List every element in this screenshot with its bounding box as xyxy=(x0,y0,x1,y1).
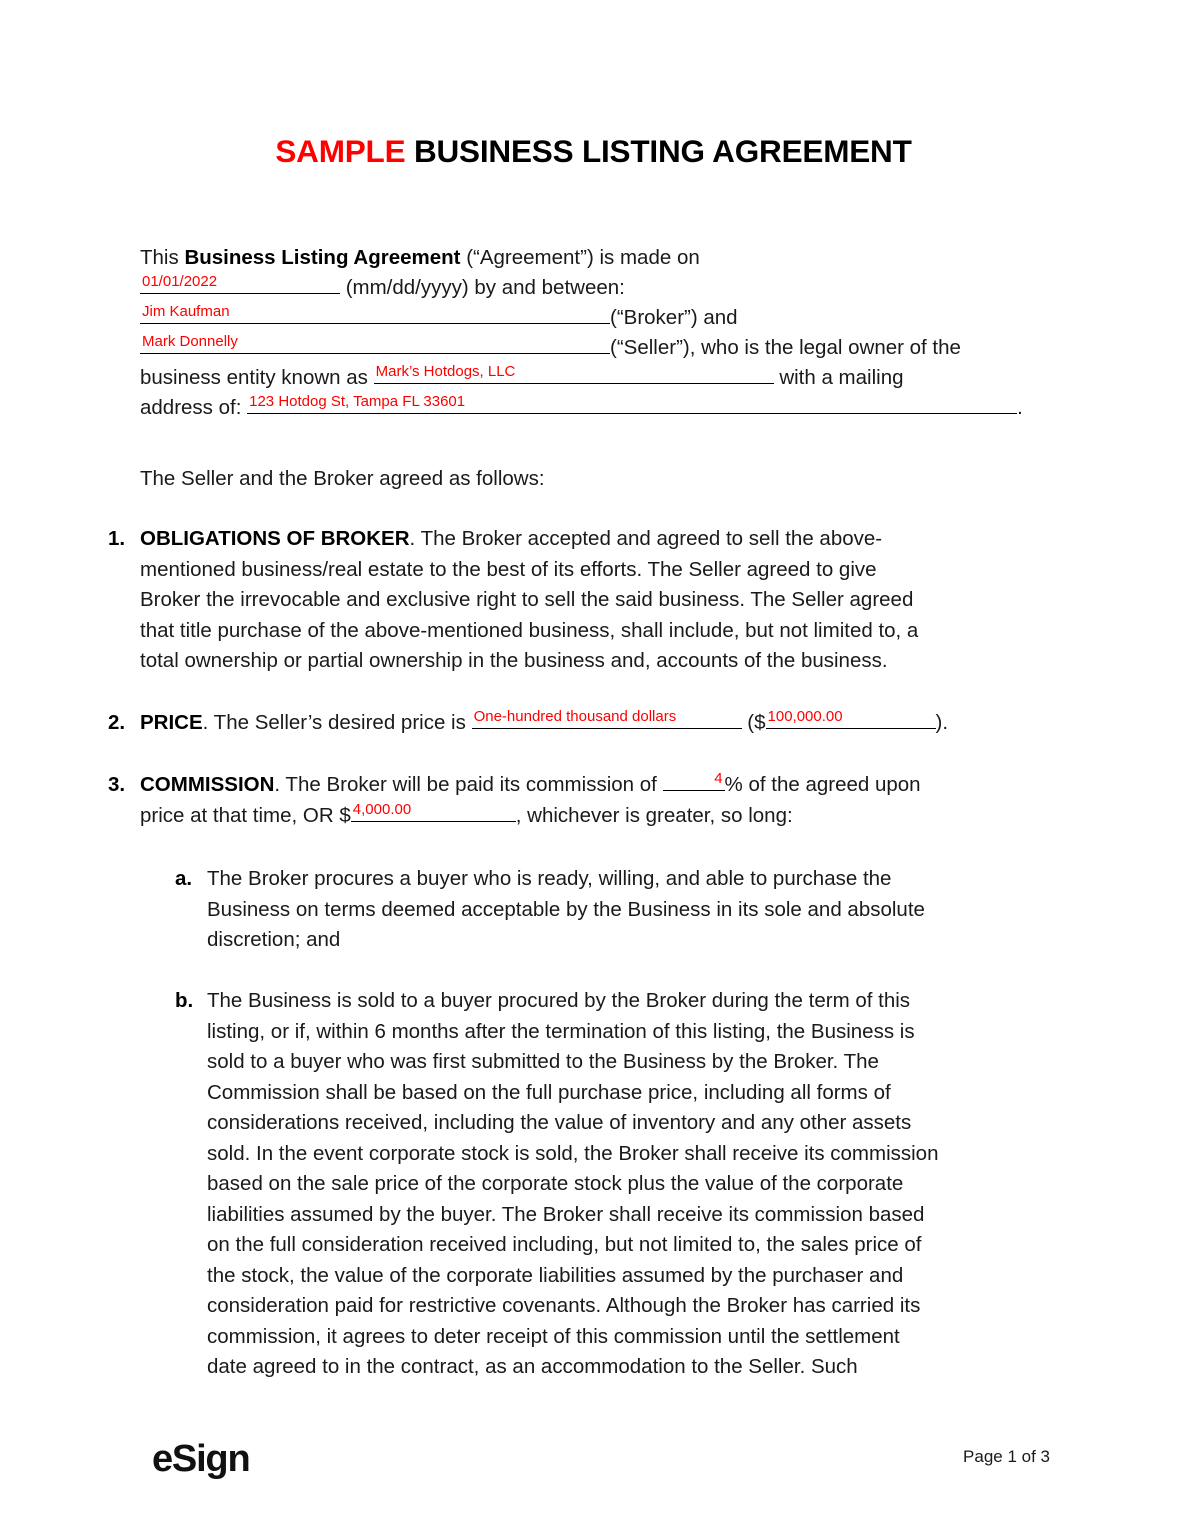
intro-line-4 xyxy=(140,333,1048,363)
section-2-line-1 xyxy=(140,708,1048,739)
subsection-b-line-4: Commission shall be based on the full purchase price, including all forms of xyxy=(207,1080,891,1104)
entity-label-after: with a mailing xyxy=(779,366,904,389)
intro-line-1 xyxy=(140,243,1048,273)
price-close-paren: ). xyxy=(935,711,949,734)
section-2 xyxy=(108,708,1048,739)
section-1-line-5: total ownership or partial ownership in the business and, accounts of the business. xyxy=(140,649,888,672)
subsection-a-line-3: discretion; and xyxy=(207,928,341,951)
section-3-line2-after: , whichever is greater, so long: xyxy=(515,803,793,827)
intro-paragraph xyxy=(140,243,1048,423)
intro-line-5 xyxy=(140,363,1048,393)
section-3-marker: 3. xyxy=(108,773,126,796)
intro-line1-tail: (“Agreement”) is made on xyxy=(460,246,700,269)
lead-in-text: The Seller and the Broker agreed as follows: xyxy=(140,467,545,490)
section-3-text-before: . The Broker will be paid its commission of xyxy=(274,773,657,796)
commission-percent-field[interactable]: 4 xyxy=(663,770,725,791)
date-field[interactable]: 01/01/2022 xyxy=(140,273,340,294)
intro-line-3 xyxy=(140,303,1048,333)
section-1-line-1 xyxy=(140,524,1048,555)
subsection-b-line-5: considerations received, including the value of inventory and any other assets xyxy=(207,1111,912,1134)
section-2-item xyxy=(108,708,1048,739)
subsection-b-line-11: consideration paid for restrictive covenants. Although the Broker has carried its xyxy=(207,1294,921,1317)
section-3-line2-before: price at that time, OR $ xyxy=(140,803,351,827)
broker-label: (“Broker”) and xyxy=(610,306,738,329)
section-1 xyxy=(108,524,1048,677)
subsection-b-line-1: The Business is sold to a buyer procured by the Broker during the term of this xyxy=(207,989,911,1012)
subsection-b-line-13: date agreed to in the contract, as an accommodation to the Seller. Such xyxy=(207,1355,858,1378)
subsection-b-line-6: sold. In the event corporate stock is sold, the Broker shall receive its commission xyxy=(207,1141,939,1165)
section-3-line-1 xyxy=(140,770,1048,801)
title-sample-word: SAMPLE xyxy=(275,133,406,169)
section-3-text-mid: % of the agreed upon xyxy=(724,773,921,796)
intro-block xyxy=(108,243,1048,423)
section-3-line-2 xyxy=(140,801,1048,832)
section-1-marker: 1. xyxy=(108,527,126,550)
subsection-b-line-7: based on the sale price of the corporate stock plus the value of the corporate xyxy=(207,1172,904,1195)
subsection-b-item xyxy=(175,986,1050,1383)
price-in-words-field[interactable]: One-hundred thousand dollars xyxy=(472,708,742,729)
entity-label-before: business entity known as xyxy=(140,366,368,389)
date-format-hint: (mm/dd/yyyy) by and between: xyxy=(345,276,625,299)
section-1-item xyxy=(108,524,1048,677)
section-2-heading: PRICE xyxy=(140,711,203,734)
commission-amount-field[interactable]: 4,000.00 xyxy=(351,801,516,822)
intro-line-2 xyxy=(140,273,1048,303)
intro-line-6 xyxy=(140,393,1048,423)
subsection-b-line-3: sold to a buyer who was first submitted to the Business by the Broker. The xyxy=(207,1050,879,1073)
subsection-b-marker: b. xyxy=(175,989,194,1012)
broker-name-field[interactable]: Jim Kaufman xyxy=(140,303,610,324)
section-1-line-3: Broker the irrevocable and exclusive right to sell the said business. The Seller agreed xyxy=(140,588,914,611)
subsection-a-line-2: Business on terms deemed acceptable by the Business in its sole and absolute xyxy=(207,897,925,921)
subsection-a xyxy=(175,864,1050,956)
page-number-label: Page 1 of 3 xyxy=(963,1447,1050,1466)
address-label: address of: xyxy=(140,396,242,419)
agreement-name-bold: Business Listing Agreement xyxy=(184,246,461,269)
price-amount-field[interactable]: 100,000.00 xyxy=(766,708,936,729)
section-3-heading: COMMISSION xyxy=(140,773,275,796)
section-1-text-1: . The Broker accepted and agreed to sell the above- xyxy=(409,527,883,550)
subsection-b-line-12: commission, it agrees to deter receipt of this commission until the settlement xyxy=(207,1324,900,1348)
esign-logo: eSign xyxy=(152,1438,250,1480)
title-main-text: BUSINESS LISTING AGREEMENT xyxy=(405,133,912,169)
section-1-heading: OBLIGATIONS OF BROKER xyxy=(140,527,410,550)
section-1-line-2: mentioned business/real estate to the best of its efforts. The Seller agreed to give xyxy=(140,557,877,581)
section-2-marker: 2. xyxy=(108,711,126,734)
subsection-b-line-8: liabilities assumed by the buyer. The Broker shall receive its commission based xyxy=(207,1202,925,1226)
subsection-b-line-10: the stock, the value of the corporate liabilities assumed by the purchaser and xyxy=(207,1263,904,1287)
subsection-a-line-1: The Broker procures a buyer who is ready, willing, and able to purchase the xyxy=(207,867,892,890)
subsection-a-item xyxy=(175,864,1050,956)
seller-name-field[interactable]: Mark Donnelly xyxy=(140,333,610,354)
subsection-b-line-2: listing, or if, within 6 months after the termination of this listing, the Business is xyxy=(207,1019,915,1043)
page-title xyxy=(0,133,1187,169)
section-2-text-before: . The Seller’s desired price is xyxy=(202,711,466,734)
section-3 xyxy=(108,770,1048,831)
subsection-b-line-9: on the full consideration received including, but not limited to, the sales price of xyxy=(207,1233,922,1256)
price-currency-open: ($ xyxy=(747,711,766,734)
business-entity-field[interactable]: Mark’s Hotdogs, LLC xyxy=(374,363,774,384)
subsection-a-marker: a. xyxy=(175,867,193,890)
mailing-address-field[interactable]: 123 Hotdog St, Tampa FL 33601 xyxy=(247,393,1017,414)
subsection-b xyxy=(175,986,1050,1383)
intro-line1-lead: This xyxy=(140,246,185,269)
seller-label: (“Seller”), who is the legal owner of the xyxy=(610,336,961,359)
section-3-item xyxy=(108,770,1048,831)
section-1-line-4: that title purchase of the above-mentioned business, shall include, but not limited to, a xyxy=(140,618,919,642)
address-period: . xyxy=(1017,396,1023,419)
